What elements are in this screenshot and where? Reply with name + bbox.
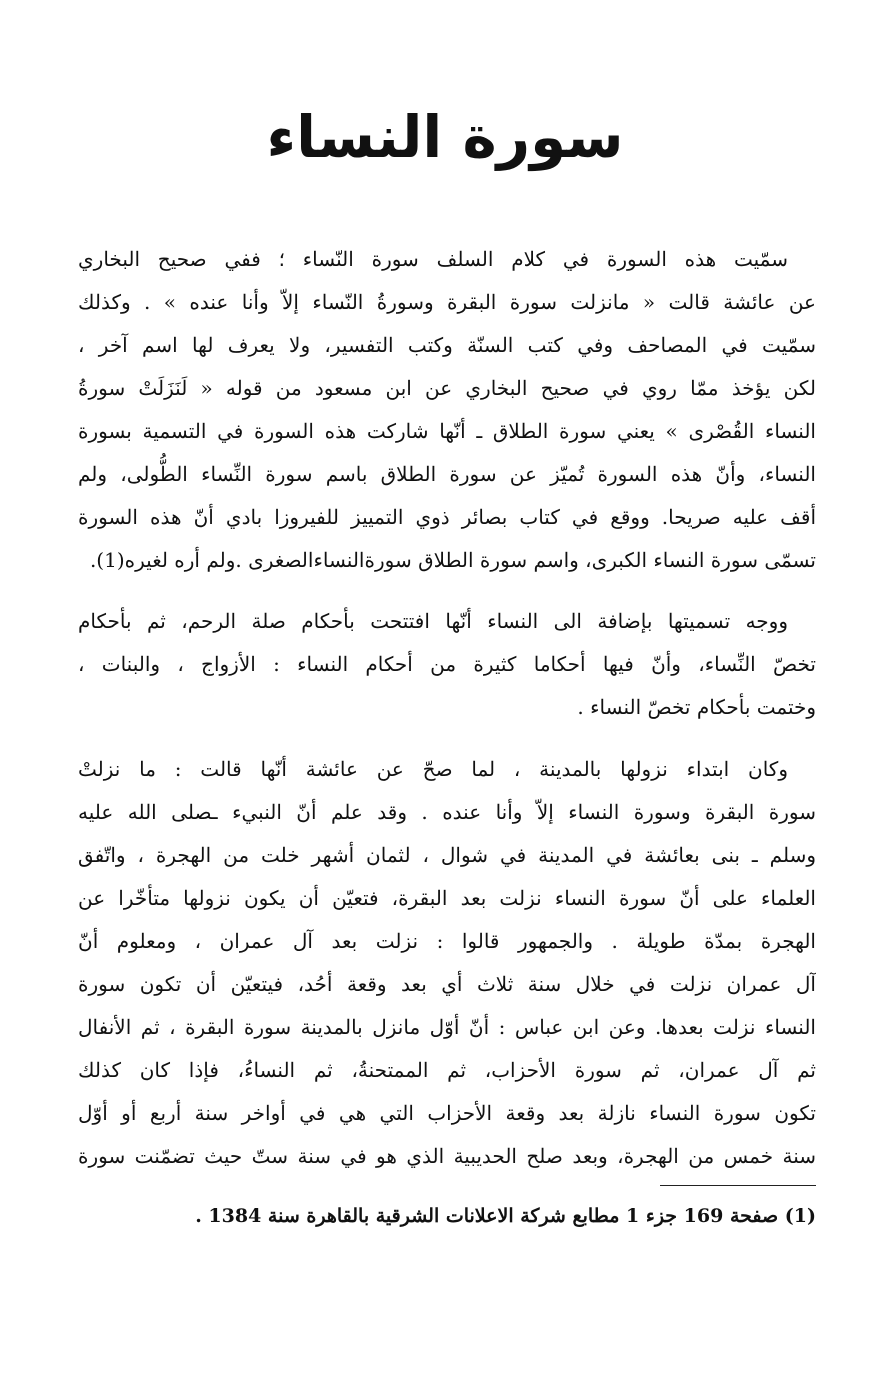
text-line: وكان ابتداء نزولها بالمدينة ، لما صحّ عن عائشة أنّها قالت : ما نزلتْ [78, 757, 788, 781]
text-line: النساء نزلت بعدها. وعن ابن عباس : أنّ أوّل مانزل بالمدينة سورة البقرة ، ثم الأنفال [78, 1015, 816, 1039]
paragraph-1 [78, 238, 816, 582]
text-line: آل عمران نزلت في خلال سنة ثلاث أي بعد وقعة أحُد، فيتعيّن أن تكون سورة [78, 972, 816, 996]
text-line: عن عائشة قالت « مانزلت سورة البقرة وسورةُ النّساء إلاّ وأنا عنده » . وكذلك [78, 290, 816, 314]
footnote: (1) صفحة 169 جزء 1 مطابع شركة الاعلانات الشرقية بالقاهرة سنة 1384 . [195, 1205, 816, 1227]
text-line: ثم آل عمران، ثم سورة الأحزاب، ثم الممتحنةُ، ثم النساءُ، فإذا كان كذلك [78, 1058, 816, 1082]
text-line: تسمّى سورة النساء الكبرى، واسم سورة الطلاق سورةالنساءالصغرى .ولم أره لغيره(1). [89, 548, 816, 572]
text-line: لكن يؤخذ ممّا روي في صحيح البخاري عن ابن مسعود من قوله « لَنَزَلَتْ سورةُ [78, 376, 816, 400]
text-line: تكون سورة النساء نازلة بعد وقعة الأحزاب التي هي في أواخر سنة أربع أو أوّل [78, 1101, 816, 1125]
text-line: وسلم ـ بنى بعائشة في المدينة في شوال ، لثمان أشهر خلت من الهجرة ، واتّفق [78, 843, 816, 867]
paragraph-3 [78, 748, 816, 1178]
text-line: سنة خمس من الهجرة، وبعد صلح الحديبية الذي هو في سنة ستّ حيث تضمّنت سورة [78, 1144, 816, 1168]
text-line: العلماء على أنّ سورة النساء نزلت بعد البقرة، فتعيّن أن يكون نزولها متأخّرا عن [78, 886, 816, 910]
text-line: سمّيت في المصاحف وفي كتب السنّة وكتب التفسير، ولا يعرف لها اسم آخر ، [78, 333, 816, 357]
text-line: أقف عليه صريحا. ووقع في كتاب بصائر ذوي التمييز للفيروزا بادي أنّ هذه السورة [78, 505, 816, 529]
text-line: سورة البقرة وسورة النساء إلاّ وأنا عنده . وقد علم أنّ النبيء ـصلى الله عليه [78, 800, 816, 824]
paragraph-2 [78, 600, 816, 729]
text-line: النساء القُصْرى » يعني سورة الطلاق ـ أنّها شاركت هذه السورة في التسمية بسورة [78, 419, 816, 443]
text-line: وختمت بأحكام تخصّ النساء . [577, 695, 816, 719]
text-line: سمّيت هذه السورة في كلام السلف سورة النّساء ؛ ففي صحيح البخاري [78, 247, 788, 271]
text-line: تخصّ النِّساء، وأنّ فيها أحكاما كثيرة من أحكام النساء : الأزواج ، والبنات ، [78, 652, 816, 676]
page-title: سورة النساء [266, 103, 624, 171]
text-line: النساء، وأنّ هذه السورة تُميّز عن سورة الطلاق باسم سورة النِّساء الطُّولى، ولم [78, 462, 816, 486]
footnote-divider [660, 1185, 816, 1186]
text-line: ووجه تسميتها بإضافة الى النساء أنّها افتتحت بأحكام صلة الرحم، ثم بأحكام [78, 609, 788, 633]
text-line: الهجرة بمدّة طويلة . والجمهور قالوا : نزلت بعد آل عمران ، ومعلوم أنّ [78, 929, 816, 953]
